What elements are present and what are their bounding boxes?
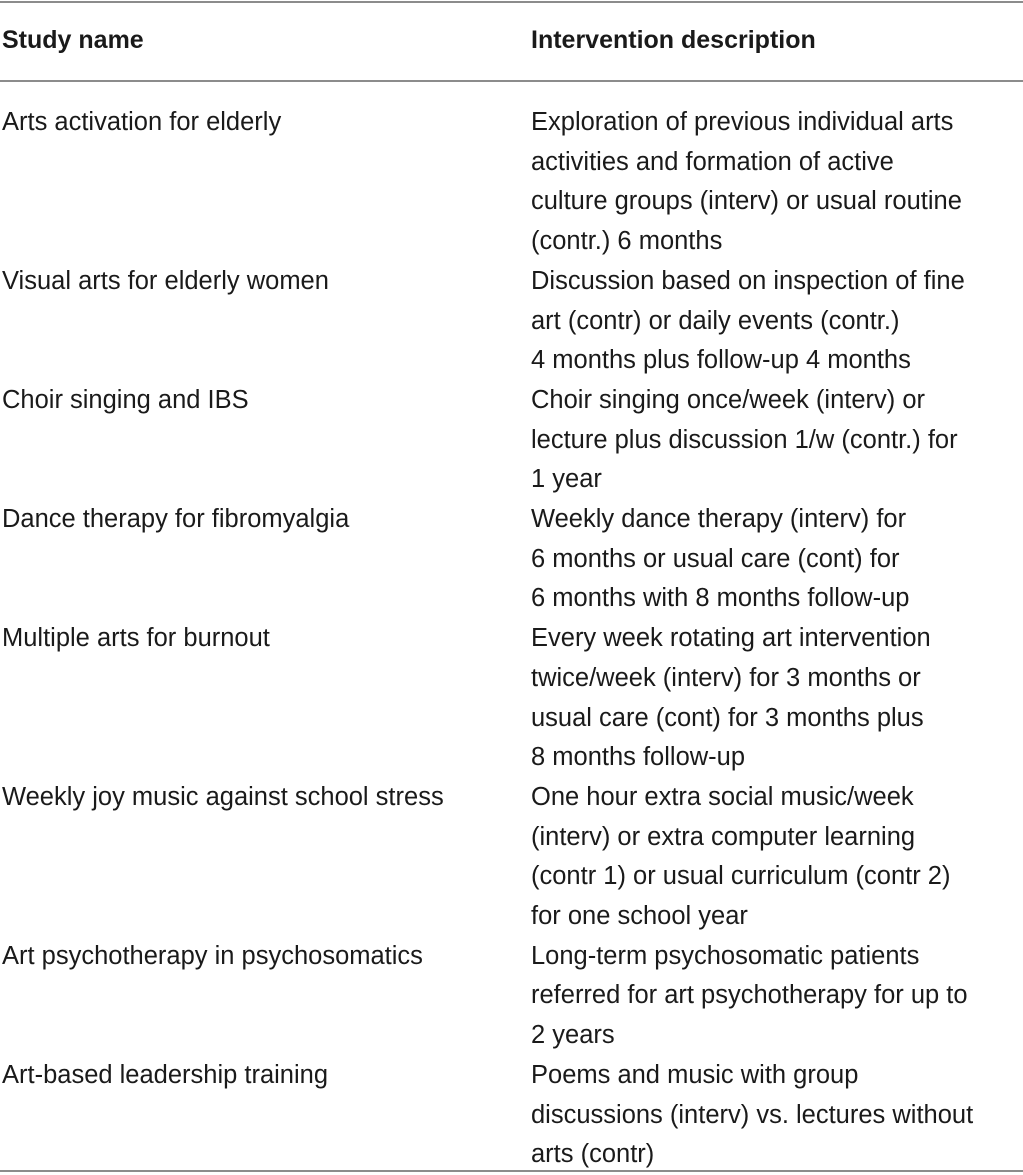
study-name-cell: Dance therapy for fibromyalgia — [2, 505, 350, 534]
table-header-row — [0, 22, 1023, 62]
table-row — [0, 619, 1023, 778]
intervention-description-cell: Exploration of previous individual arts activities and formation of active culture groups (interv) or usual routine (contr.) 6 months — [531, 108, 962, 256]
intervention-description-cell: Long-term psychosomatic patients referred for art psychotherapy for up to 2 years — [531, 941, 968, 1050]
table-row — [0, 778, 1023, 937]
table-top-rule — [0, 1, 1023, 3]
table-row — [0, 103, 1023, 262]
header-study-name: Study name — [2, 26, 144, 54]
study-name-cell: Arts activation for elderly — [2, 108, 282, 136]
header-intervention-description: Intervention description — [531, 26, 816, 54]
study-name-cell: Weekly joy music against school stress — [2, 782, 444, 811]
study-name-cell: Choir singing and IBS — [2, 385, 249, 414]
intervention-description-cell: Weekly dance therapy (interv) for 6 months or usual care (cont) for 6 months with 8 months follow-up — [531, 505, 910, 613]
intervention-description-cell: One hour extra social music/week (interv) or extra computer learning (contr 1) or usual curriculum (contr 2) for one school year — [531, 782, 951, 931]
table-row — [0, 381, 1023, 500]
table-row — [0, 937, 1023, 1056]
intervention-description-cell: Every week rotating art intervention twice/week (interv) for 3 months or usual care (cont) for 3 months plus 8 months follow-up — [531, 624, 931, 772]
intervention-description-cell: Discussion based on inspection of fine art (contr) or daily events (contr.) 4 months plus follow-up 4 months — [531, 266, 965, 375]
table-bottom-rule — [0, 1170, 1023, 1172]
study-name-cell: Art psychotherapy in psychosomatics — [2, 941, 423, 970]
table-row — [0, 1056, 1023, 1175]
study-name-cell: Visual arts for elderly women — [2, 266, 329, 295]
table-row — [0, 262, 1023, 381]
study-name-cell: Multiple arts for burnout — [2, 624, 270, 653]
study-name-cell: Art-based leadership training — [2, 1060, 329, 1089]
table-header-rule — [0, 80, 1023, 82]
intervention-description-cell: Choir singing once/week (interv) or lecture plus discussion 1/w (contr.) for 1 year — [531, 385, 958, 494]
table-body — [0, 103, 1023, 1175]
intervention-description-cell: Poems and music with group discussions (interv) vs. lectures without arts (contr) — [531, 1060, 974, 1169]
table-row — [0, 500, 1023, 619]
